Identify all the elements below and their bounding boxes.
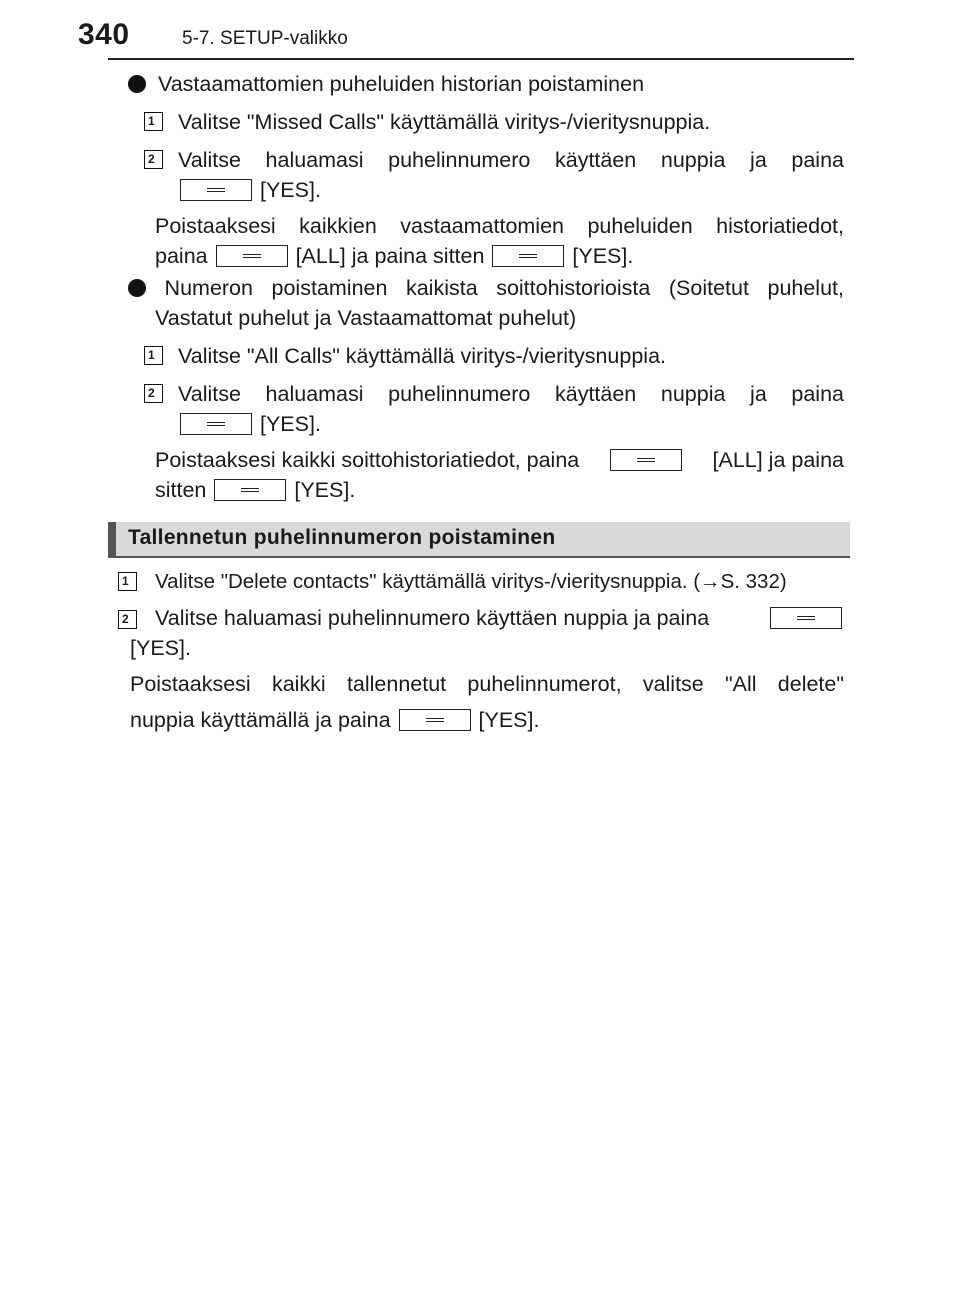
block1-step1: Valitse "Missed Calls" käyttämällä viritys-/vieritysnuppia. (178, 110, 711, 134)
block2-step1: Valitse "All Calls" käyttämällä viritys-/vieritysnuppia. (178, 344, 667, 368)
step-number: 1 (144, 112, 163, 131)
block1-note-line2: paina [ALL] ja paina sitten [YES]. (155, 244, 634, 268)
key-button-icon (214, 479, 286, 501)
step-number: 2 (144, 150, 163, 169)
step-number: 1 (144, 346, 163, 365)
block3-step2-line1: Valitse haluamasi puhelinnumero käyttäen nuppia ja paina (155, 603, 844, 633)
step-number: 1 (118, 572, 137, 591)
key-button-icon (180, 413, 252, 435)
key-button-icon (180, 179, 252, 201)
block1-step2-line1: Valitse haluamasi puhelinnumero käyttäen nuppia ja paina (178, 148, 844, 172)
block1-step2-line2: [YES]. (178, 175, 321, 205)
block1-note-line1: Poistaaksesi kaikkien vastaamattomien puheluiden historiatiedot, (155, 214, 844, 238)
step-number: 2 (118, 610, 137, 629)
block3-note-line2: nuppia käyttämällä ja paina [YES]. (130, 708, 540, 732)
block3-note-line1: Poistaaksesi kaikki tallennetut puhelinnumerot, valitse "All delete" (130, 672, 844, 696)
block2-note-line1: Poistaaksesi kaikki soittohistoriatiedot, paina [ALL] ja paina (155, 448, 844, 472)
step-number: 2 (144, 384, 163, 403)
block2-heading-line1: Numeron poistaminen kaikista soittohistorioista (Soitetut puhelut, (128, 273, 844, 303)
block3-step2-line2: [YES]. (130, 636, 191, 660)
bullet-icon (128, 75, 146, 93)
block2-note-line2: sitten [YES]. (155, 478, 356, 502)
key-button-icon (399, 709, 471, 731)
page-number: 340 (78, 18, 130, 51)
header-rule (108, 58, 854, 60)
section-band-accent (108, 522, 116, 556)
block2-step2-line1: Valitse haluamasi puhelinnumero käyttäen nuppia ja paina (178, 382, 844, 406)
section-label: 5-7. SETUP-valikko (182, 28, 348, 49)
key-button-icon (216, 245, 288, 267)
key-button-icon (492, 245, 564, 267)
block2-heading-line2: Vastatut puhelut ja Vastaamattomat puhelut) (155, 306, 577, 330)
block2-step2-line2: [YES]. (178, 409, 321, 439)
section-title-band (108, 522, 850, 558)
key-button-icon (770, 607, 842, 629)
arrow-icon: → (700, 570, 721, 593)
key-button-icon (610, 449, 682, 471)
block1-heading: Vastaamattomien puheluiden historian poistaminen (128, 69, 644, 99)
bullet-icon (128, 279, 146, 297)
section-title: Tallennetun puhelinnumeron poistaminen (128, 526, 556, 549)
block3-step1: Valitse "Delete contacts" käyttämällä viritys-/vieritysnuppia. (→S. 332) (155, 570, 787, 593)
